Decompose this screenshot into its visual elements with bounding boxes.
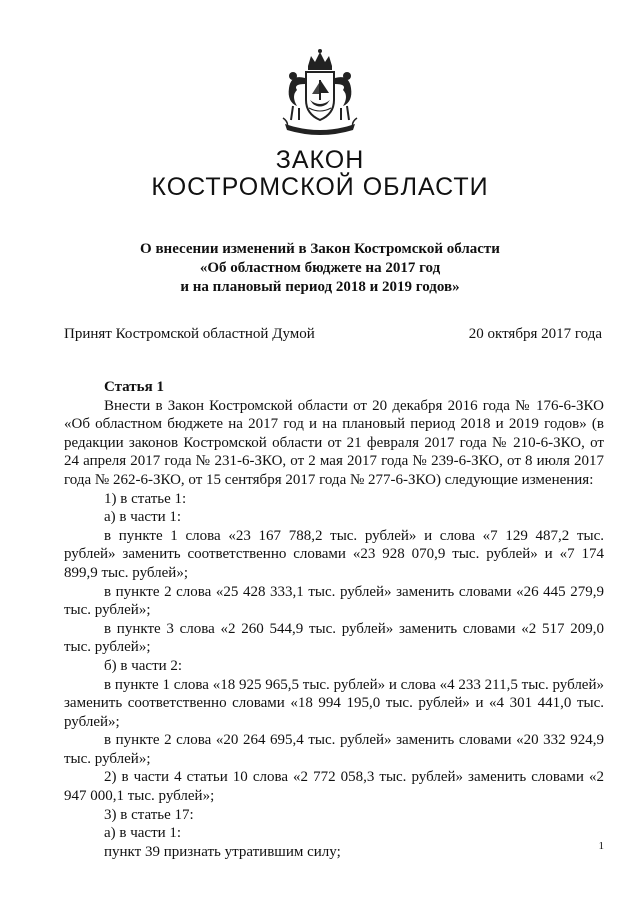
article-paragraph: 2) в части 4 статьи 10 слова «2 772 058,3 тыс. рублей» заменить словами «2 947 000,1 тыс. рублей»; bbox=[64, 769, 604, 805]
page-number: 1 bbox=[598, 840, 604, 852]
article-paragraph: 1) в статье 1: bbox=[104, 490, 187, 507]
article-paragraph: в пункте 1 слова «18 925 965,5 тыс. рублей» и слова «4 233 211,5 тыс. рублей» заменить соответственно словами «18 994 195,0 тыс. рублей» и «4 301 441,0 тыс. рублей»; bbox=[64, 676, 604, 730]
article-paragraph: 3) в статье 17: bbox=[104, 806, 194, 823]
article-paragraph: в пункте 1 слова «23 167 788,2 тыс. рублей» и слова «7 129 487,2 тыс. рублей» заменить соответственно словами «23 928 070,9 тыс. рублей» и «7 174 899,9 тыс. рублей»; bbox=[64, 527, 604, 581]
document-subtitle bbox=[0, 240, 640, 297]
coat-of-arms-emblem-icon bbox=[279, 48, 361, 138]
article-paragraph: пункт 39 признать утратившим силу; bbox=[104, 843, 341, 860]
adopted-by: Принят Костромской областной Думой bbox=[64, 326, 315, 342]
article-paragraph: Внести в Закон Костромской области от 20 декабря 2016 года № 176-6-ЗКО «Об областном бюджете на 2017 год и на плановый период 2018 и 2019 годов» (в редакции законов Костромской области от 21 февраля 2017 года № 210-6-ЗКО, от 24 апреля 2017 года № 231-6-ЗКО, от 2 мая 2017 года № 239-6-ЗКО, от 8 июля 2017 года № 262-6-ЗКО, от 15 сентября 2017 года № 277-6-ЗКО) следующие изменения: bbox=[64, 397, 604, 488]
subtitle-line: и на плановый период 2018 и 2019 годов» bbox=[180, 279, 460, 295]
article-paragraph: в пункте 2 слова «20 264 695,4 тыс. рублей» заменить словами «20 332 924,9 тыс. рублей»; bbox=[64, 732, 604, 767]
adoption-date: 20 октября 2017 года bbox=[468, 326, 602, 342]
article-paragraph: а) в части 1: bbox=[104, 509, 182, 526]
subtitle-line: «Об областном бюджете на 2017 год bbox=[199, 260, 441, 276]
article-heading: Статья 1 bbox=[104, 379, 164, 395]
article-paragraph: в пункте 3 слова «2 260 544,9 тыс. рублей» заменить словами «2 517 209,0 тыс. рублей»; bbox=[64, 620, 604, 656]
article-paragraph: б) в части 2: bbox=[104, 657, 183, 674]
article-body bbox=[64, 378, 604, 861]
law-title: ЗАКОН bbox=[275, 146, 365, 174]
subtitle-line: О внесении изменений в Закон Костромской области bbox=[140, 241, 500, 257]
article-paragraph: а) в части 1: bbox=[104, 825, 182, 842]
region-title: КОСТРОМСКОЙ ОБЛАСТИ bbox=[151, 173, 489, 201]
article-paragraph: в пункте 2 слова «25 428 333,1 тыс. рублей» заменить словами «26 445 279,9 тыс. рублей»; bbox=[64, 583, 604, 619]
